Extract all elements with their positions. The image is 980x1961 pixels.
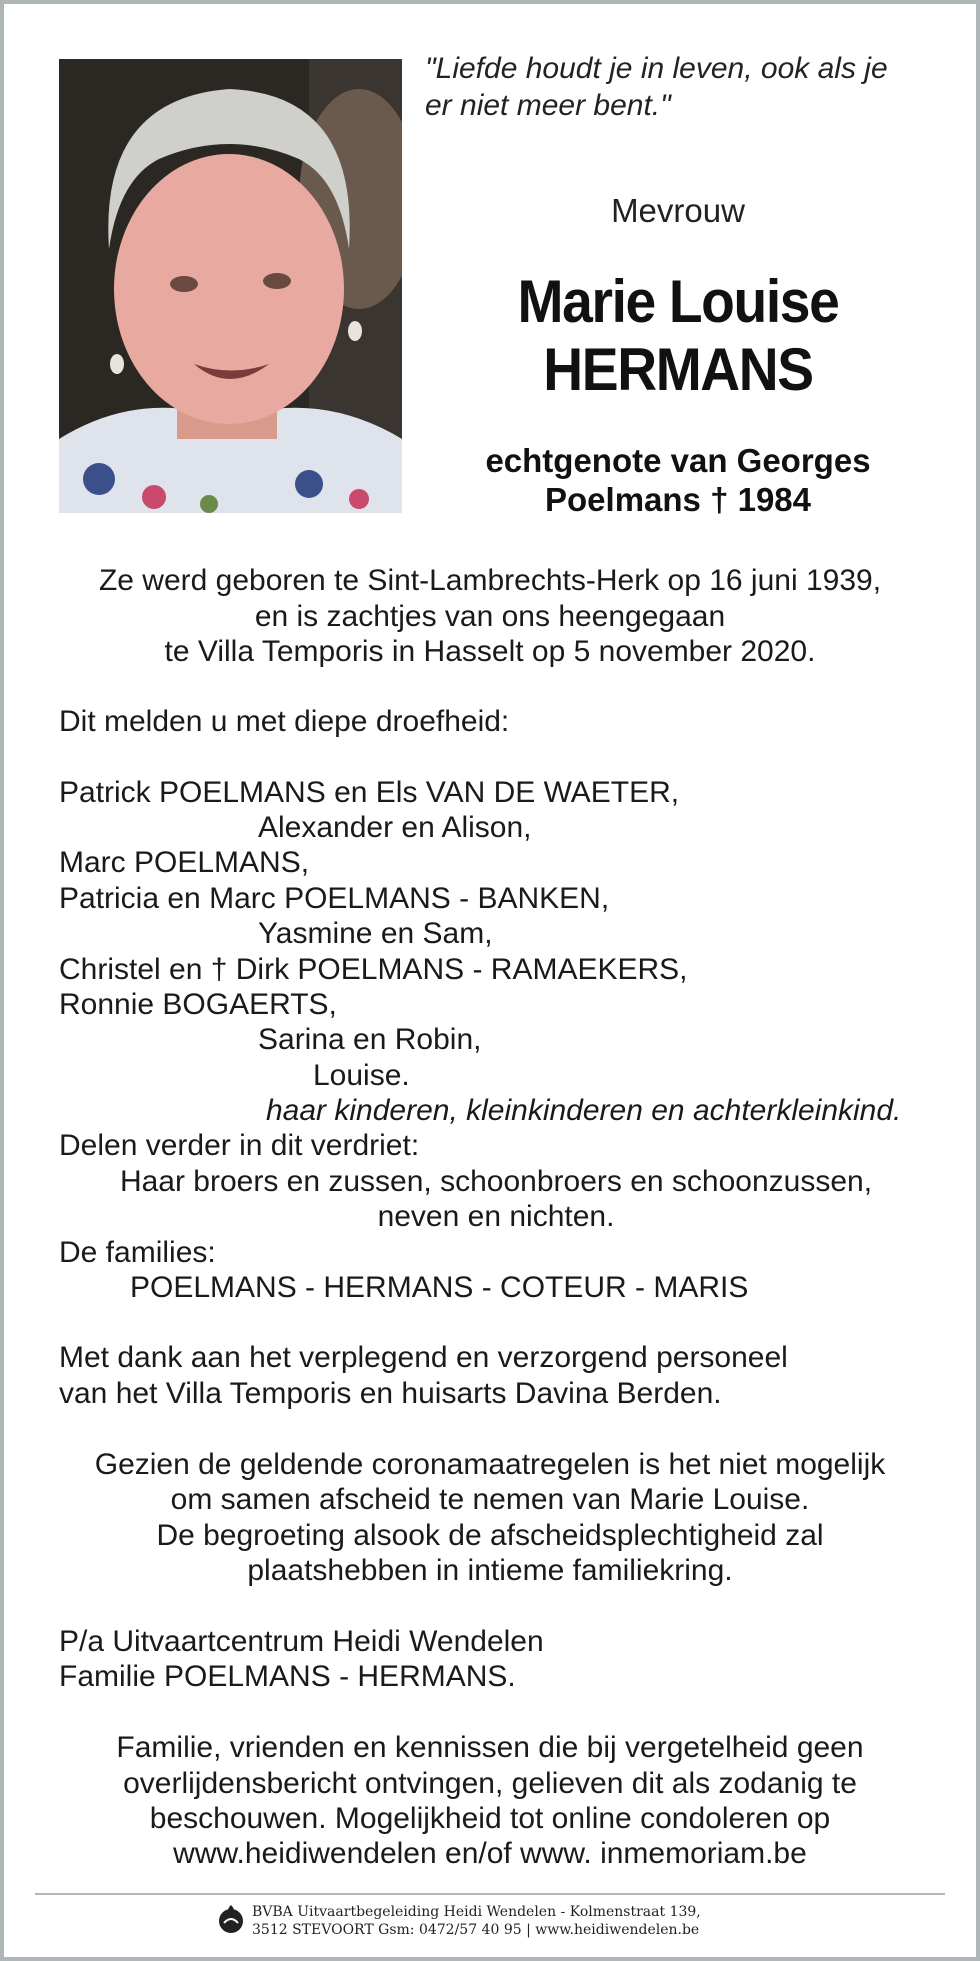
family-line: Sarina en Robin, bbox=[258, 1023, 482, 1056]
further-line: neven en nichten. bbox=[377, 1200, 615, 1233]
contact-line: Familie POELMANS - HERMANS. bbox=[59, 1660, 516, 1693]
surname: HERMANS bbox=[543, 336, 813, 403]
portrait-photo bbox=[59, 59, 402, 513]
family-line: Marc POELMANS, bbox=[59, 846, 310, 879]
family-line: Alexander en Alison, bbox=[258, 811, 532, 844]
birth-death-line: te Villa Temporis in Hasselt op 5 november 2020. bbox=[164, 635, 816, 668]
notice-line: www.heidiwendelen en/of www. inmemoriam.be bbox=[173, 1837, 807, 1870]
families-heading: De families: bbox=[59, 1236, 216, 1269]
notice-line: overlijdensbericht ontvingen, gelieven dit als zodanig te bbox=[123, 1767, 857, 1800]
footer-line: BVBA Uitvaartbegeleiding Heidi Wendelen - Kolmenstraat 139, bbox=[252, 1904, 701, 1920]
corona-line: om samen afscheid te nemen van Marie Louise. bbox=[170, 1483, 810, 1516]
families-names: POELMANS - HERMANS - COTEUR - MARIS bbox=[130, 1271, 749, 1304]
quote-line: er niet meer bent." bbox=[425, 89, 671, 122]
notice-line: beschouwen. Mogelijkheid tot online condoleren op bbox=[149, 1802, 831, 1835]
quote bbox=[425, 50, 945, 124]
family-relation: haar kinderen, kleinkinderen en achterkleinkind. bbox=[266, 1094, 902, 1127]
footer-divider bbox=[35, 1893, 945, 1895]
footer-line: 3512 STEVOORT Gsm: 0472/57 40 95 | www.heidiwendelen.be bbox=[252, 1922, 700, 1938]
birth-death-line: en is zachtjes van ons heengegaan bbox=[254, 600, 726, 633]
funeral-home-logo-icon bbox=[215, 1903, 247, 1935]
thanks-line: Met dank aan het verplegend en verzorgend personeel bbox=[59, 1341, 788, 1374]
further-heading: Delen verder in dit verdriet: bbox=[59, 1129, 420, 1162]
birth-death-line: Ze werd geboren te Sint-Lambrechts-Herk op 16 juni 1939, bbox=[98, 564, 882, 597]
spouse-line-2: Poelmans † 1984 bbox=[545, 481, 811, 518]
corona-line: Gezien de geldende coronamaatregelen is het niet mogelijk bbox=[94, 1448, 886, 1481]
spouse-line bbox=[430, 441, 926, 519]
announcement: Dit melden u met diepe droefheid: bbox=[59, 705, 510, 738]
quote-line: "Liefde houdt je in leven, ook als je bbox=[425, 52, 888, 85]
deceased-name bbox=[450, 268, 906, 404]
honorific: Mevrouw bbox=[611, 192, 745, 229]
first-names: Marie Louise bbox=[517, 268, 839, 335]
corona-line: plaatshebben in intieme familiekring. bbox=[247, 1554, 733, 1587]
family-line: Ronnie BOGAERTS, bbox=[59, 988, 337, 1021]
thanks-line: van het Villa Temporis en huisarts Davina Berden. bbox=[59, 1377, 722, 1410]
notice-line: Familie, vrienden en kennissen die bij vergetelheid geen bbox=[116, 1731, 864, 1764]
family-line: Patricia en Marc POELMANS - BANKEN, bbox=[59, 882, 610, 915]
family-line: Patrick POELMANS en Els VAN DE WAETER, bbox=[59, 776, 680, 809]
spouse-line-1: echtgenote van Georges bbox=[485, 442, 871, 479]
corona-line: De begroeting alsook de afscheidsplechtigheid zal bbox=[156, 1519, 824, 1552]
footer-address bbox=[252, 1903, 701, 1939]
family-line: Yasmine en Sam, bbox=[258, 917, 493, 950]
contact-line: P/a Uitvaartcentrum Heidi Wendelen bbox=[59, 1625, 544, 1658]
further-line: Haar broers en zussen, schoonbroers en schoonzussen, bbox=[119, 1165, 873, 1198]
family-line: Louise. bbox=[313, 1059, 410, 1092]
family-line: Christel en † Dirk POELMANS - RAMAEKERS, bbox=[59, 953, 688, 986]
